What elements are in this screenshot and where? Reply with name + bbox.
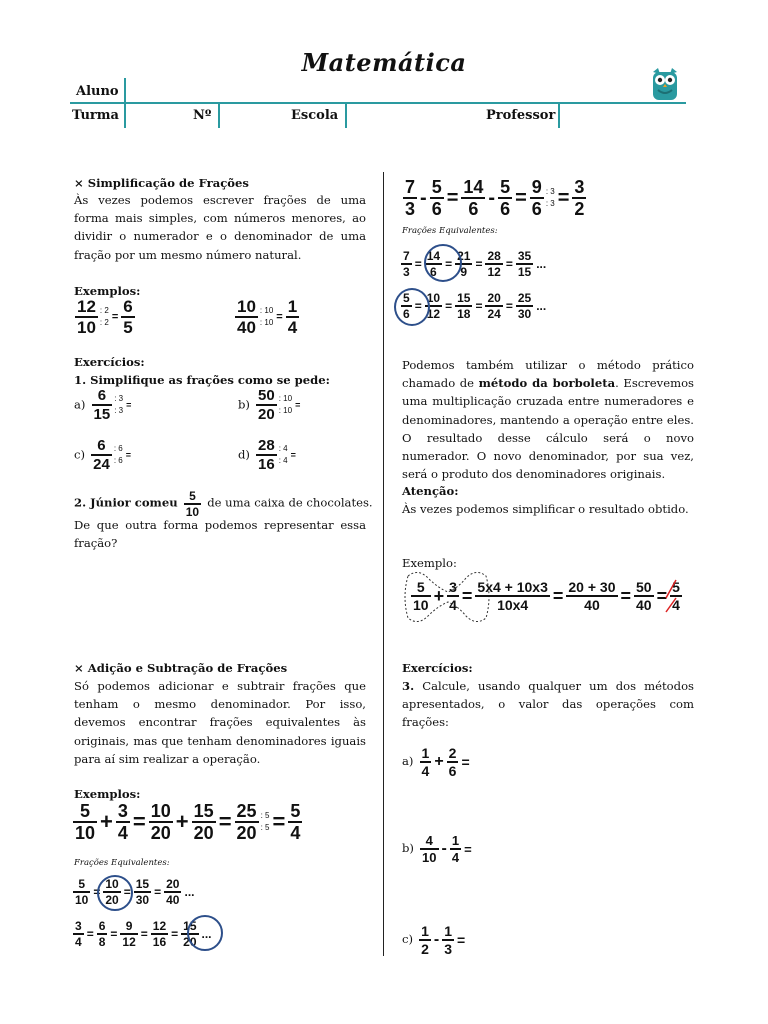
question-2-line: 2. Júnior comeu $\frac{5}{10}$ de uma caixa de chocolates. bbox=[74, 489, 373, 519]
question-3: 3. Calcule, usando qualquer um dos métodos apresentados, o valor das operações com frações: bbox=[402, 679, 694, 730]
highlight-circle bbox=[394, 288, 430, 326]
divider bbox=[124, 78, 126, 102]
exercise-3a: a) $\frac{1}{4}$ + $\frac{2}{6}$ = bbox=[402, 745, 470, 779]
escola-label: Escola bbox=[291, 108, 339, 123]
exercise-c: c) $\frac{6}{24}$ : 6 : 6 = bbox=[74, 437, 131, 473]
highlight-circle bbox=[97, 875, 133, 911]
exemplo-label: Exemplo: bbox=[402, 556, 457, 570]
exemplos-label: Exemplos: bbox=[74, 284, 141, 298]
exercise-d: d) $\frac{28}{16}$ : 4 : 4 = bbox=[238, 437, 296, 473]
divider bbox=[218, 104, 220, 128]
equiv-row-2: $\frac{3}{4}$ = $\frac{6}{8}$ = $\frac{9}{12}$ = $\frac{12}{16}$ = $\frac{15}{20}$ ... bbox=[75, 919, 212, 949]
aluno-label: Aluno bbox=[76, 84, 119, 99]
question-2-cont: De que outra forma podemos representar essa fração? bbox=[74, 518, 366, 551]
exercise-3b: b) $\frac{4}{10}$ - $\frac{1}{4}$ = bbox=[402, 833, 472, 865]
owl-icon bbox=[650, 68, 680, 102]
equiv-label-right: Frações Equivalentes: bbox=[402, 226, 498, 236]
column-divider bbox=[383, 172, 384, 956]
exercise-3c: c) $\frac{1}{2}$ - $\frac{1}{3}$ = bbox=[402, 923, 466, 957]
paragraph-adicao: Só podemos adicionar e subtrair frações que tenham o mesmo denominador. Por isso, devemos encontrar frações equivalentes às originais, mas que tenham denominadores iguais para aí sim realizar a operação. bbox=[74, 679, 366, 766]
divider bbox=[558, 104, 560, 128]
highlight-circle bbox=[187, 915, 223, 951]
exercise-b: b) $\frac{50}{20}$ : 10 : 10 = bbox=[238, 387, 301, 423]
exercise-a: a) $\frac{6}{15}$ : 3 : 3 = bbox=[74, 387, 132, 423]
exemplos-label-2: Exemplos: bbox=[74, 787, 141, 801]
exercicios-label-right: Exercícios: bbox=[402, 661, 473, 675]
divider bbox=[124, 104, 126, 128]
equiv-row-right-2: $\frac{5}{6}$ = $\frac{10}{12}$ = $\frac{15}{18}$ = $\frac{20}{24}$ = $\frac{25}{30}$ ... bbox=[403, 291, 547, 321]
exercicios-label: Exercícios: bbox=[74, 355, 145, 369]
section-title-simplificacao: × Simplificação de Frações bbox=[74, 176, 249, 190]
divider bbox=[345, 104, 347, 128]
sum-example: $\frac{5}{10}$ + $\frac{3}{4}$ = $\frac{10}{20}$ + $\frac{15}{20}$ = $\frac{25}{20}$ : 5 : 5 = $\frac{5}{4}$ bbox=[75, 801, 301, 843]
paragraph-simplificacao: Às vezes podemos escrever frações de uma forma mais simples, com números menores, ao dividir o numerador e o denominador de uma fração por um mesmo número natural. bbox=[74, 193, 366, 262]
butterfly-example: $\frac{5}{10}$ + $\frac{3}{4}$ = $\frac{5x4 + 10x3}{10x4}$ = $\frac{20 + 30}{40}$ = $\frac{50}{40}$ = $\frac{5}{4}$ bbox=[413, 579, 680, 613]
atencao-label: Atenção: bbox=[402, 484, 459, 498]
highlight-circle bbox=[424, 244, 462, 282]
page-title: Matemática bbox=[301, 48, 467, 77]
example-2: $\frac{10}{40}$ : 10 : 10 = $\frac{1}{4}$ bbox=[237, 297, 298, 337]
equiv-row-right-1: $\frac{7}{3}$ = $\frac{14}{6}$ = $\frac{21}{9}$ = $\frac{28}{12}$ = $\frac{35}{15}$ ... bbox=[403, 249, 547, 279]
header-line bbox=[70, 102, 686, 104]
section-title-adicao: × Adição e Subtração de Frações bbox=[74, 661, 288, 675]
question-1: 1. Simplifique as frações como se pede: bbox=[74, 373, 330, 387]
professor-label: Professor bbox=[486, 108, 556, 123]
strike-mark bbox=[660, 578, 682, 614]
numero-label: Nº bbox=[193, 108, 212, 123]
equiv-label-left: Frações Equivalentes: bbox=[74, 858, 170, 868]
equiv-row-1: $\frac{5}{10}$ = $\frac{10}{20}$ = $\frac{15}{30}$ = $\frac{20}{40}$ ... bbox=[75, 877, 195, 907]
subtraction-example: $\frac{7}{3}$ - $\frac{5}{6}$ = $\frac{14}{6}$ - $\frac{5}{6}$ = $\frac{9}{6}$ : 3 : 3 = $\frac{3}{2}$ bbox=[405, 177, 585, 219]
paragraph-borboleta: Podemos também utilizar o método prático chamado de método da borboleta. Escrevemos uma multiplicação cruzada entre numeradores e denominadores, mantendo a operação entre eles. O resultado desse cálculo será o novo numerador. O novo denominador, por sua vez, será o produto dos denominadores originais. bbox=[402, 358, 694, 482]
example-1: $\frac{12}{10}$ : 2 : 2 = $\frac{6}{5}$ bbox=[77, 297, 133, 337]
paragraph-atencao: Às vezes podemos simplificar o resultado obtido. bbox=[402, 502, 689, 516]
turma-label: Turma bbox=[72, 108, 119, 123]
